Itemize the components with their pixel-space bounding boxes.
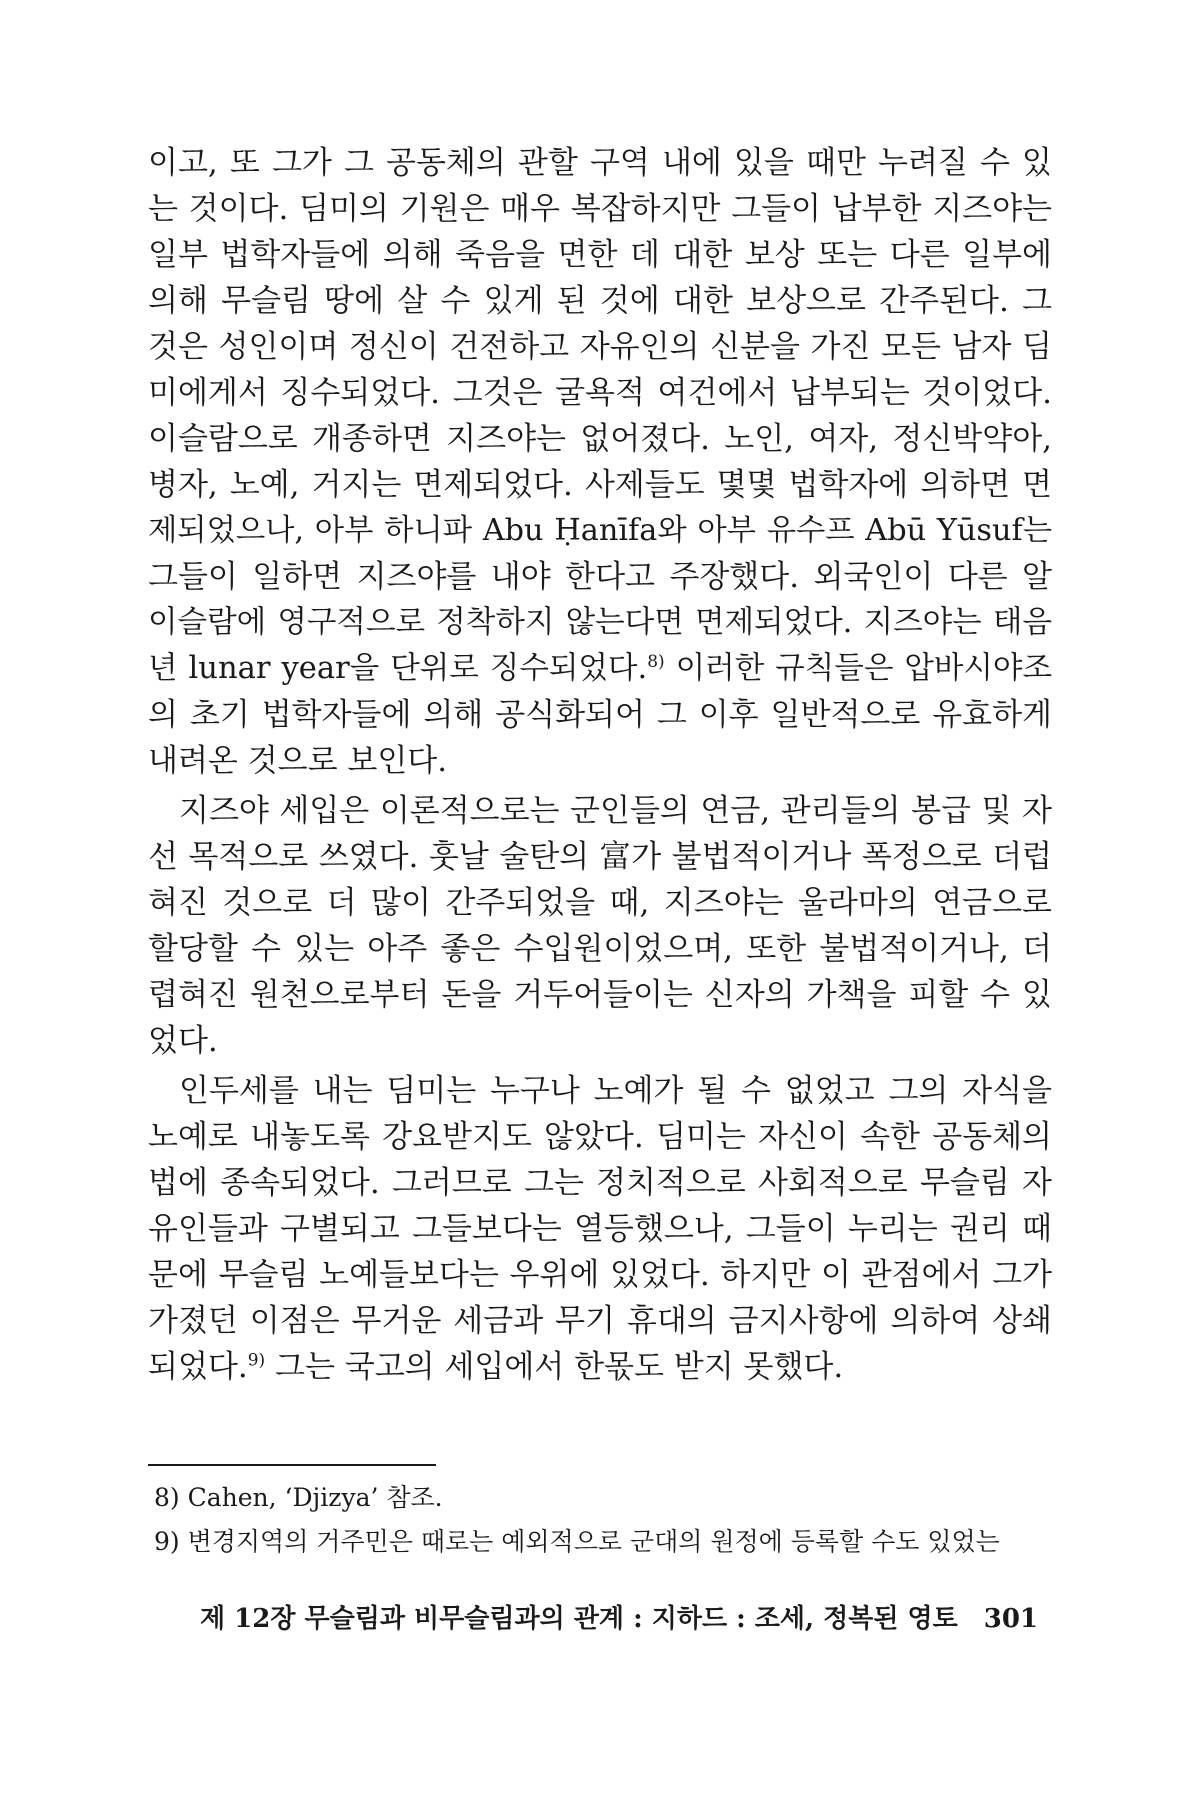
footnote-8: 8) Cahen, ‘Djizya’ 참조.	[154, 1483, 443, 1512]
text-line: 이슬람으로 개종하면 지즈야는 없어졌다. 노인, 여자, 정신박약아,	[148, 421, 1052, 457]
text-line: 이고, 또 그가 그 공동체의 관할 구역 내에 있을 때만 누려질 수 있	[148, 145, 1052, 181]
text-line: 선 목적으로 쓰였다. 훗날 술탄의 富가 불법적이거나 폭정으로 더럽	[148, 839, 1052, 875]
text-line: 가졌던 이점은 무거운 세금과 무기 휴대의 금지사항에 의하여 상쇄	[148, 1303, 1052, 1339]
footnote-ref-8: 8)	[647, 651, 665, 672]
text-line: 할당할 수 있는 아주 좋은 수입원이었으며, 또한 불법적이거나, 더	[148, 931, 1052, 967]
text-line: 었다.	[148, 1023, 218, 1059]
text-line: 제되었으나, 아부 하니파 Abu Ḥanīfa와 아부 유수프 Abū Yūsuf는	[148, 513, 1052, 548]
text-line: 그들이 일하면 지즈야를 내야 한다고 주장했다. 외국인이 다른 알	[148, 559, 1052, 595]
running-footer	[200, 1598, 1052, 1635]
text-line: 미에게서 징수되었다. 그것은 굴욕적 여건에서 납부되는 것이었다.	[148, 375, 1052, 411]
text-line: 문에 무슬림 노예들보다는 우위에 있었다. 하지만 이 관점에서 그가	[148, 1257, 1052, 1293]
chapter-title: 제 12장 무슬림과 비무슬림과의 관계 : 지하드 : 조세, 정복된 영토	[200, 1604, 958, 1634]
text-line: 지즈야 세입은 이론적으로는 군인들의 연금, 관리들의 봉급 및 자	[179, 793, 1052, 829]
text-line-with-footnote-ref	[148, 1344, 1052, 1390]
text-line: 것은 성인이며 정신이 건전하고 자유인의 신분을 가진 모든 남자 딤	[148, 329, 1052, 365]
text-line: 이슬람에 영구적으로 정착하지 않는다면 면제되었다. 지즈야는 태음	[148, 605, 1052, 640]
footnote-9: 9) 변경지역의 거주민은 때로는 예외적으로 군대의 원정에 등록할 수도 있었는	[154, 1527, 1000, 1556]
text-line: 법에 종속되었다. 그러므로 그는 정치적으로 사회적으로 무슬림 자	[148, 1165, 1052, 1201]
text-line: 일부 법학자들에 의해 죽음을 면한 데 대한 보상 또는 다른 일부에	[148, 237, 1052, 273]
text-line: 내려온 것으로 보인다.	[148, 743, 448, 779]
text-segment: 년 lunar year을 단위로 징수되었다.	[148, 651, 648, 686]
text-line: 혀진 것으로 더 많이 간주되었을 때, 지즈야는 울라마의 연금으로	[148, 885, 1052, 921]
text-segment: 그는 국고의 세입에서 한몫도 받지 못했다.	[265, 1349, 844, 1385]
footnotes	[154, 1476, 1052, 1564]
page-number: 301	[983, 1604, 1039, 1634]
text-line: 의해 무슬림 땅에 살 수 있게 된 것에 대한 보상으로 간주된다. 그	[148, 283, 1052, 319]
text-line: 노예로 내놓도록 강요받지도 않았다. 딤미는 자신이 속한 공동체의	[148, 1119, 1052, 1155]
text-segment: 되었다.	[148, 1349, 248, 1385]
text-line: 는 것이다. 딤미의 기원은 매우 복잡하지만 그들이 납부한 지즈야는	[148, 191, 1052, 227]
text-line: 인두세를 내는 딤미는 누구나 노예가 될 수 없었고 그의 자식을	[179, 1073, 1052, 1109]
footnote-ref-9: 9)	[247, 1350, 266, 1371]
text-line-with-footnote-ref	[148, 646, 1052, 692]
text-segment: 이러한 규칙들은 압바시야조	[664, 651, 1053, 686]
text-line: 유인들과 구별되고 그들보다는 열등했으나, 그들이 누리는 권리 때	[148, 1211, 1052, 1247]
footnote-divider	[148, 1464, 436, 1466]
text-line: 병자, 노예, 거지는 면제되었다. 사제들도 몇몇 법학자에 의하면 면	[148, 467, 1052, 503]
text-line: 렵혀진 원천으로부터 돈을 거두어들이는 신자의 가책을 피할 수 있	[148, 977, 1052, 1013]
main-text	[148, 140, 1052, 1390]
text-line: 의 초기 법학자들에 의해 공식화되어 그 이후 일반적으로 유효하게	[148, 697, 1052, 733]
